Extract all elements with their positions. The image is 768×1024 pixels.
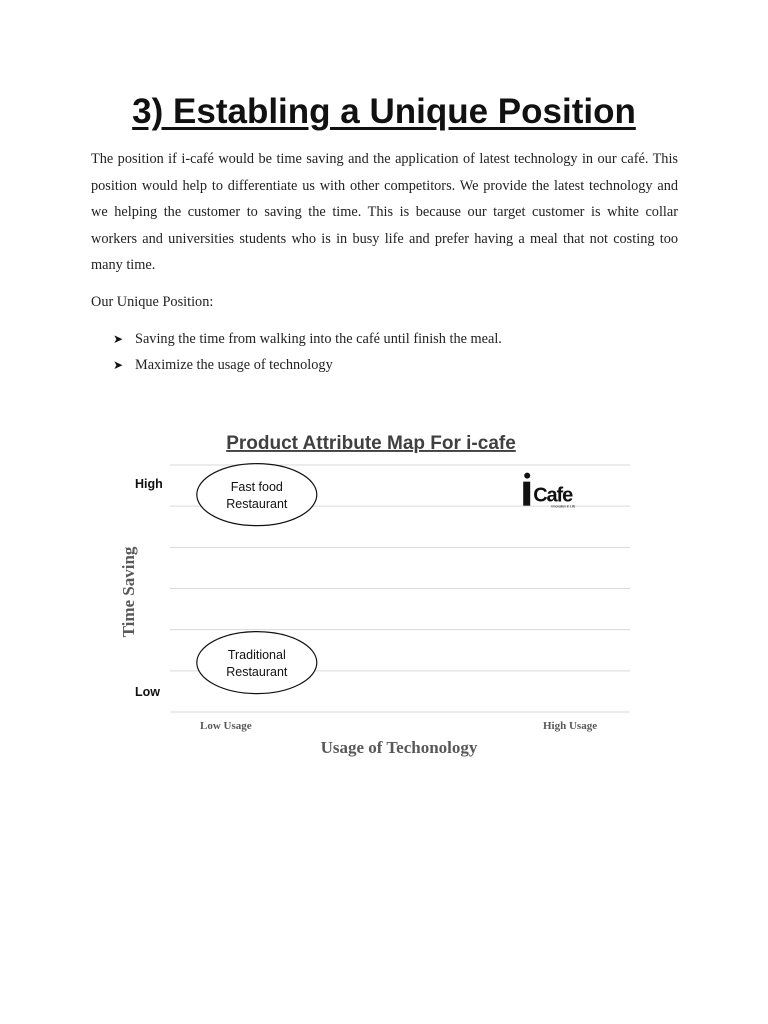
y-tick-low: Low: [135, 685, 160, 699]
point-label: Restaurant: [226, 497, 288, 512]
y-tick-high: High: [135, 477, 163, 491]
bullet-text: Saving the time from walking into the café until finish the meal.: [135, 331, 502, 347]
point-label: Restaurant: [226, 665, 288, 680]
logo-text: Cafe: [533, 484, 574, 507]
chart-marks: [197, 464, 576, 694]
logo-dot: [524, 473, 530, 479]
arrowhead-icon: ➤: [113, 358, 124, 372]
icafe-logo: [523, 473, 575, 509]
chart-title: Product Attribute Map For i-cafe: [226, 433, 516, 454]
point-label: Traditional: [227, 648, 286, 663]
ellipse-marker: [197, 632, 317, 694]
unique-position-label: Our Unique Position:: [91, 294, 214, 310]
bullet-item: [113, 352, 502, 378]
bullet-item: [113, 326, 502, 352]
logo-stem: [523, 482, 530, 506]
bullet-text: Maximize the usage of technology: [135, 357, 333, 373]
point-label: Fast food: [230, 480, 283, 495]
product-attribute-map-chart: [0, 400, 768, 780]
point-fast-food-restaurant: [197, 464, 317, 526]
arrowhead-icon: ➤: [113, 332, 124, 346]
logo-tagline: Innovation in Life: [551, 504, 576, 509]
point-traditional-restaurant: [197, 632, 317, 694]
page-title: 3) Establing a Unique Position: [132, 92, 636, 131]
intro-paragraph: The position if i-café would be time saving and the application of latest technology in our café. This position would help to differentiate us with other competitors. We provide the latest technology and we helping the customer to saving the time. This is because our target customer is white collar workers and universities students who is in busy life and prefer having a meal that not costing too many time.: [91, 151, 678, 273]
y-axis-title: Time Saving: [119, 546, 138, 638]
x-axis-title: Usage of Techonology: [320, 738, 478, 757]
ellipse-marker: [197, 464, 317, 526]
x-tick-low-usage: Low Usage: [200, 720, 252, 732]
x-tick-high-usage: High Usage: [543, 720, 598, 732]
position-bullet-list: [113, 326, 502, 378]
